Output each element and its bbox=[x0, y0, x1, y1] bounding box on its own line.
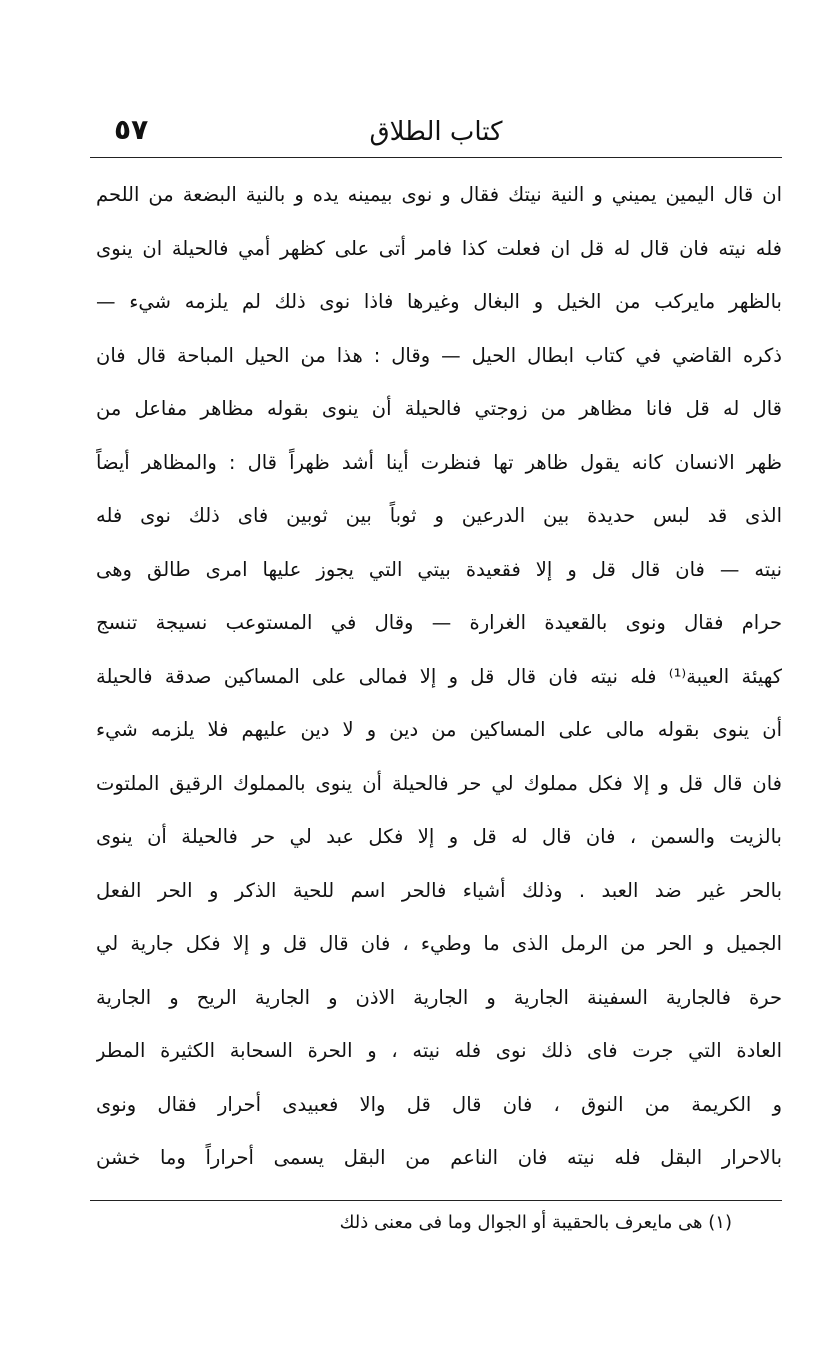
footnote-rule bbox=[90, 1200, 782, 1201]
text-line: ظهر الانسان كانه يقول ظاهر تها فنظرت أينا أشد ظهراً قال : والمظاهر أيضاً bbox=[96, 450, 782, 474]
text-line: الجميل و الحر من الرمل الذى ما وطيء ، فان قال قل و إلا فكل جارية لي bbox=[96, 932, 782, 955]
text-line: حرة فالجارية السفينة الجارية و الجارية الاذن و الجارية الريح و الجارية bbox=[96, 985, 782, 1009]
text-line: كهيئة العيبة⁽¹⁾ فله نيته فان قال قل و إلا فمالى على المساكين صدقة فالحيلة bbox=[96, 664, 782, 688]
footnote: (١) هى مايعرف بالحقيبة أو الجوال وما فى معنى ذلك bbox=[339, 1212, 732, 1233]
text-line: فان قال قل و إلا فكل مملوك لي حر فالحيلة أن ينوى بالمملوك الرقيق الملتوت bbox=[96, 771, 782, 795]
text-line: بالاحرار البقل فله نيته فان الناعم من البقل يسمى أحراراً وما خشن bbox=[96, 1146, 782, 1169]
text-line: نيته — فان قال قل و إلا فقعيدة بيتي التي يجوز عليها امرى طالق وهى bbox=[96, 557, 782, 581]
text-line: قال له قل فانا مظاهر من زوجتي فالحيلة أن ينوى بقوله مظاهر مفاعل من bbox=[96, 397, 782, 420]
page-header bbox=[90, 108, 782, 158]
body-text bbox=[96, 168, 782, 1185]
header-rule bbox=[90, 157, 782, 158]
text-line: و الكريمة من النوق ، فان قال قل والا فعبيدى أحرار فقال ونوى bbox=[96, 1092, 782, 1116]
text-line: ان قال اليمين يميني و النية نيتك فقال و نوى بيمينه يده و بالنية البضعة من اللحم bbox=[96, 183, 782, 206]
text-line: الذى قد لبس حديدة بين الدرعين و ثوباً بين ثوبين فاى ذلك نوى فله bbox=[96, 504, 782, 527]
text-line: العادة التي جرت فاى ذلك نوى فله نيته ، و الحرة السحابة الكثيرة المطر bbox=[96, 1039, 782, 1062]
text-line: حرام فقال ونوى بالقعيدة الغرارة — وقال في المستوعب نسيجة تنسج bbox=[96, 611, 782, 634]
text-line: بالزيت والسمن ، فان قال له قل و إلا فكل عبد لي حر فالحيلة أن ينوى bbox=[96, 825, 782, 848]
text-line: بالظهر مايركب من الخيل و البغال وغيرها فاذا نوى ذلك لم يلزمه شيء — bbox=[96, 290, 782, 313]
running-title: كتاب الطلاق bbox=[369, 117, 503, 147]
text-line: أن ينوى بقوله مالى على المساكين من دين و لا دين عليهم فلا يلزمه شيء bbox=[96, 718, 782, 741]
page-number: ٥٧ bbox=[114, 113, 149, 146]
text-line: ذكره القاضي في كتاب ابطال الحيل — وقال : هذا من الحيل المباحة قال فان bbox=[96, 343, 782, 367]
text-line: فله نيته فان قال له قل ان فعلت كذا فامر أتى على كظهر أمي فالحيلة ان ينوى bbox=[96, 236, 782, 260]
text-line: بالحر غير ضد العبد . وذلك أشياء فالحر اسم للحية الذكر و الحر الفعل bbox=[96, 878, 782, 902]
